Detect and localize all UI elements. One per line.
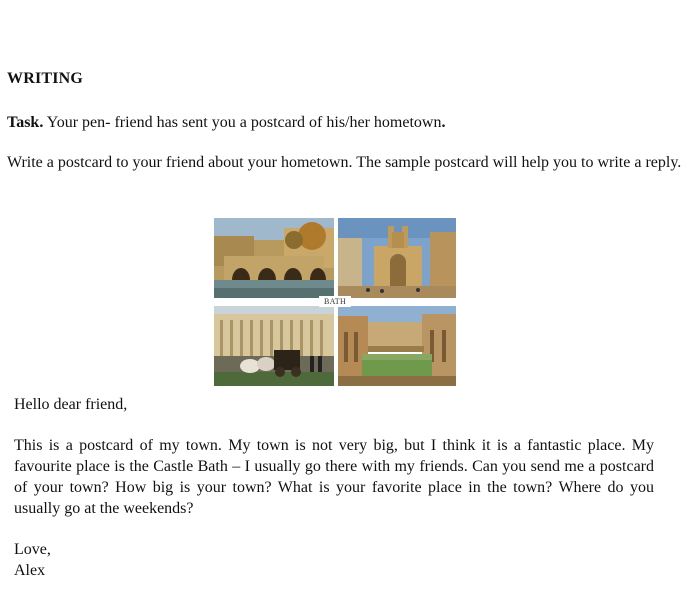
letter-signature: Alex	[14, 562, 46, 579]
task-label: Task.	[7, 114, 44, 131]
letter-body: This is a postcard of my town. My town is not very big, but I think it is a fantastic place. My favourite place is the Castle Bath – I usually go there with my friends. Can you send me a postcard of your town? How big is your town? What is your favorite place in the town? Where do you usually go at the weekends?	[14, 437, 654, 517]
task-line	[7, 114, 445, 132]
letter-closing: Love,	[14, 541, 51, 558]
postcard-photo-crescent	[214, 306, 334, 386]
postcard-photo-bridge	[214, 218, 334, 298]
postcard-photo-abbey	[338, 218, 456, 298]
letter-greeting: Hello dear friend,	[14, 396, 128, 413]
task-text: Your pen- friend has sent you a postcard of his/her hometown	[43, 114, 442, 131]
postcard-label: BATH	[319, 296, 351, 307]
section-heading: WRITING	[7, 70, 84, 87]
task-end: .	[441, 114, 446, 131]
postcard-photo-roman-baths	[338, 306, 456, 386]
postcard-image	[214, 218, 456, 386]
task-instructions: Write a postcard to your friend about your hometown. The sample postcard will help you to write a reply.	[7, 154, 682, 171]
